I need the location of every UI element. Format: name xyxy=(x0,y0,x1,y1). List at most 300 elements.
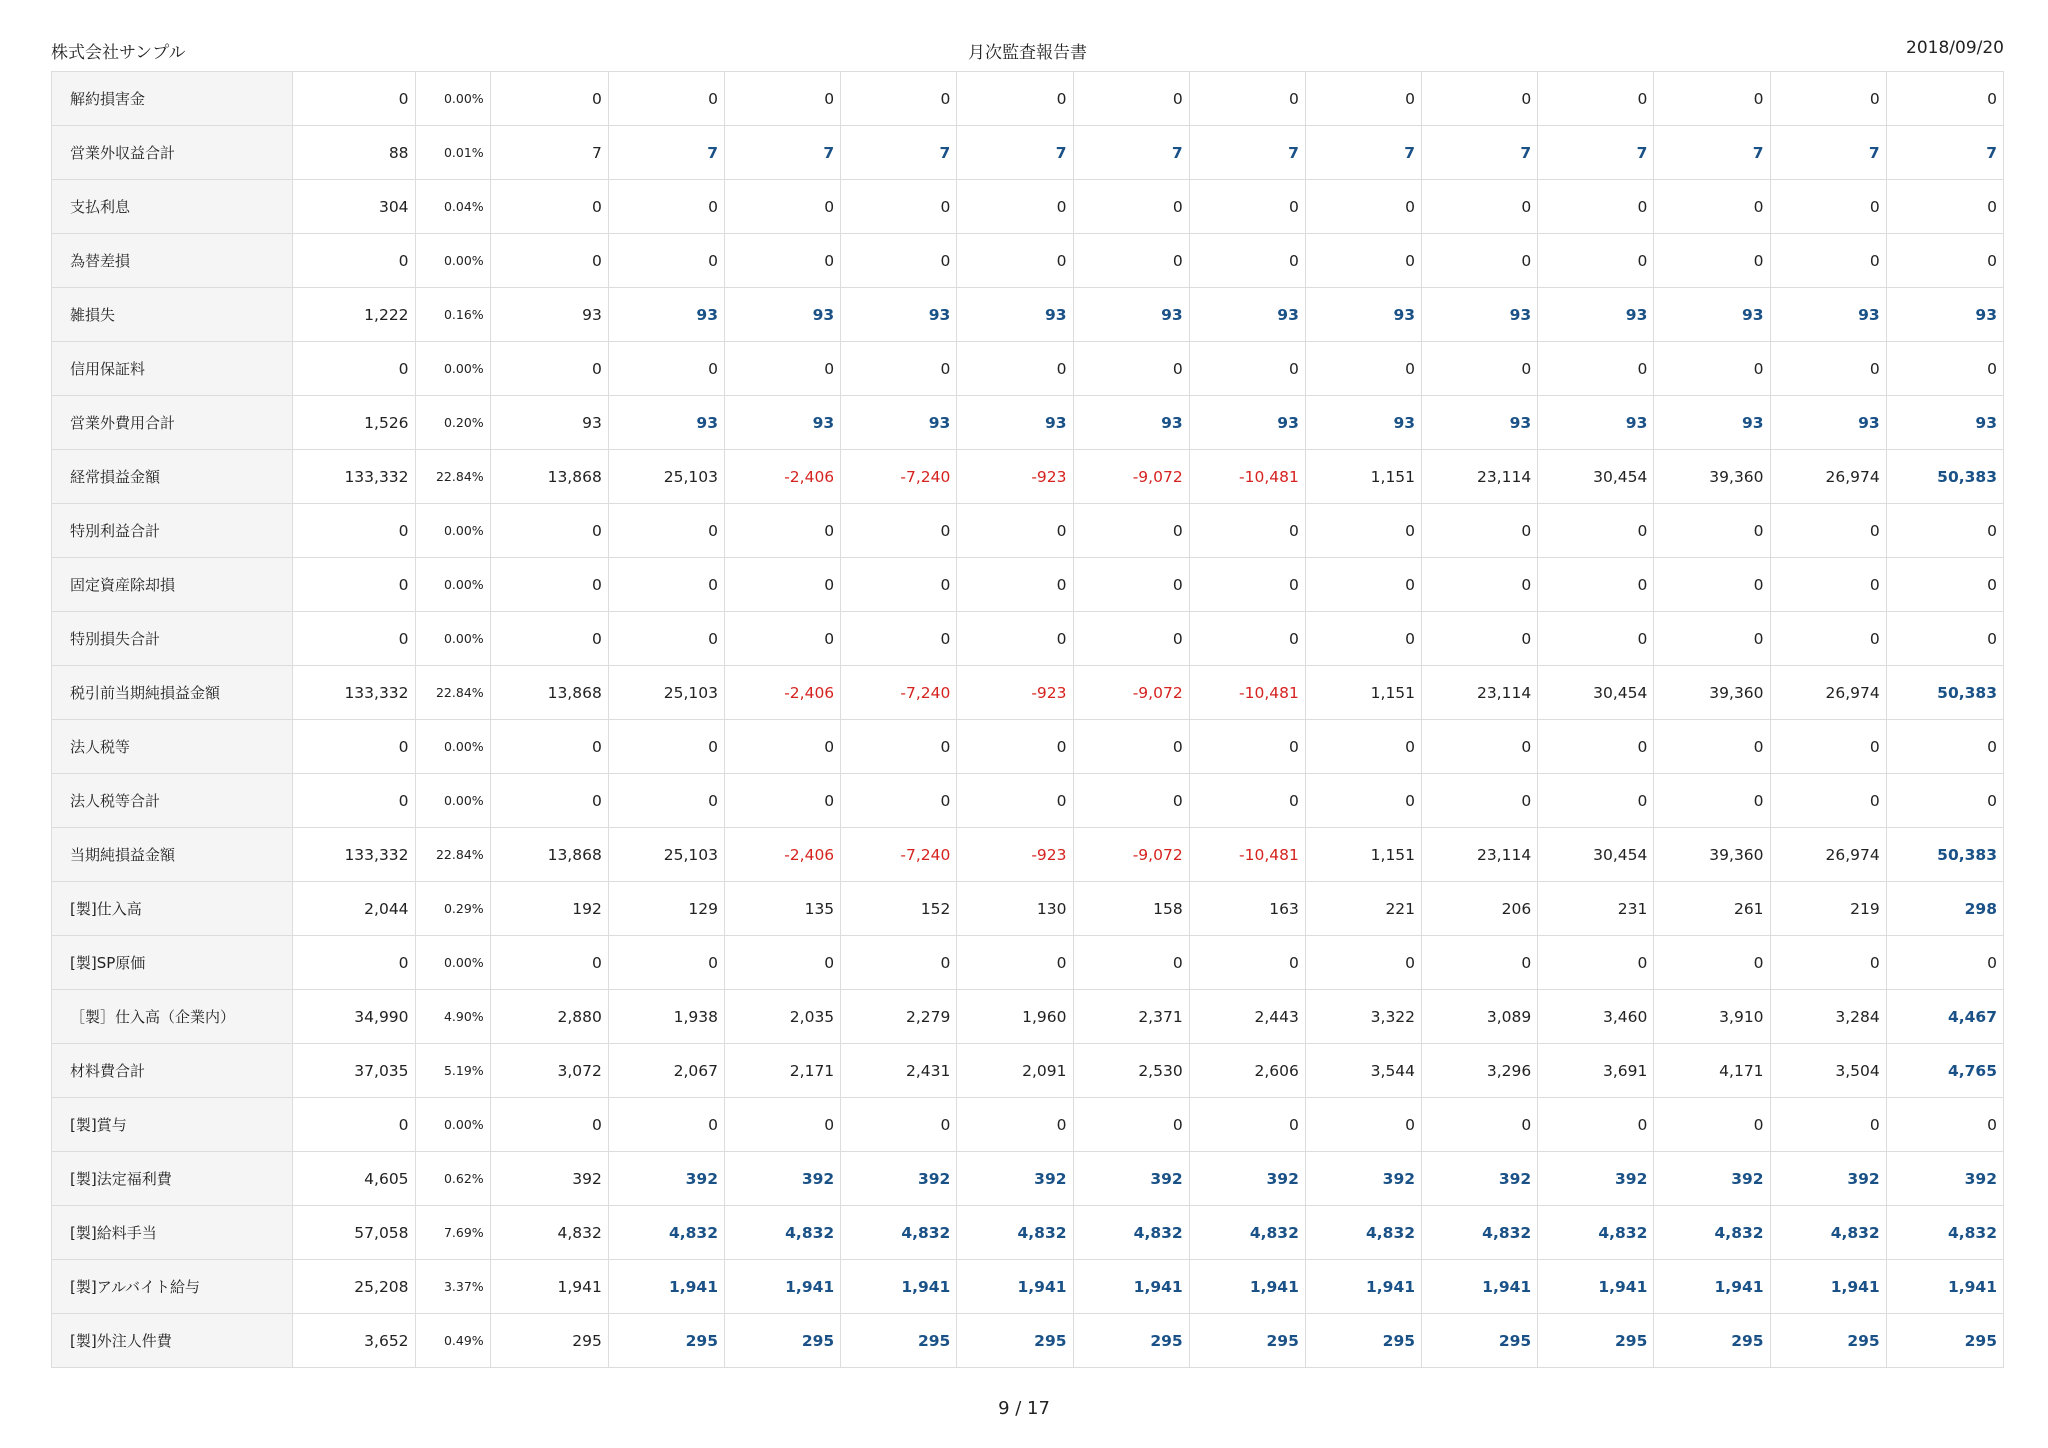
month-value: 93 xyxy=(841,288,957,342)
month-value: 2,171 xyxy=(725,1044,841,1098)
month-value: 93 xyxy=(841,396,957,450)
month-value: 93 xyxy=(725,396,841,450)
month-value: 0 xyxy=(1770,234,1886,288)
month-value: 0 xyxy=(1654,774,1770,828)
month-value: 0 xyxy=(957,720,1073,774)
month-value: 93 xyxy=(1538,288,1654,342)
month-value: 0 xyxy=(1189,234,1305,288)
month-value: -9,072 xyxy=(1073,666,1189,720)
month-value: -2,406 xyxy=(725,666,841,720)
month-value: 93 xyxy=(490,396,608,450)
month-value: 0 xyxy=(1538,612,1654,666)
month-value: 0 xyxy=(841,612,957,666)
row-percent: 7.69% xyxy=(415,1206,490,1260)
row-label: 雑損失 xyxy=(52,288,293,342)
month-value: 0 xyxy=(1073,558,1189,612)
row-label: ［製］仕入高（企業内） xyxy=(52,990,293,1044)
month-value: 0 xyxy=(1189,774,1305,828)
month-value: 7 xyxy=(490,126,608,180)
month-value: 0 xyxy=(1770,720,1886,774)
month-value: 4,832 xyxy=(1886,1206,2003,1260)
table-row xyxy=(52,720,2004,774)
month-value: 0 xyxy=(1189,180,1305,234)
month-value: -7,240 xyxy=(841,450,957,504)
month-value: 4,832 xyxy=(490,1206,608,1260)
row-total: 37,035 xyxy=(293,1044,415,1098)
row-total: 0 xyxy=(293,504,415,558)
month-value: 0 xyxy=(1422,234,1538,288)
month-value: 4,171 xyxy=(1654,1044,1770,1098)
row-label: 特別損失合計 xyxy=(52,612,293,666)
row-percent: 0.16% xyxy=(415,288,490,342)
month-value: 0 xyxy=(957,1098,1073,1152)
report-table xyxy=(51,71,2004,1368)
table-row xyxy=(52,1044,2004,1098)
month-value: -9,072 xyxy=(1073,828,1189,882)
month-value: 0 xyxy=(1305,234,1421,288)
month-value: 0 xyxy=(1422,504,1538,558)
table-row xyxy=(52,612,2004,666)
month-value: 3,322 xyxy=(1305,990,1421,1044)
month-value: 39,360 xyxy=(1654,666,1770,720)
month-value: 1,941 xyxy=(1189,1260,1305,1314)
month-value: 0 xyxy=(1886,774,2003,828)
row-total: 0 xyxy=(293,342,415,396)
month-value: 93 xyxy=(1305,288,1421,342)
month-value: 1,941 xyxy=(841,1260,957,1314)
month-value: 4,832 xyxy=(1189,1206,1305,1260)
row-label: 信用保証料 xyxy=(52,342,293,396)
month-value: 2,431 xyxy=(841,1044,957,1098)
month-value: 295 xyxy=(490,1314,608,1368)
month-value: 0 xyxy=(608,774,724,828)
month-value: 0 xyxy=(1654,558,1770,612)
month-value: -923 xyxy=(957,828,1073,882)
month-value: 0 xyxy=(841,72,957,126)
month-value: 0 xyxy=(1770,612,1886,666)
month-value: 0 xyxy=(490,558,608,612)
month-value: 0 xyxy=(490,774,608,828)
month-value: 0 xyxy=(1654,612,1770,666)
month-value: 0 xyxy=(1886,558,2003,612)
month-value: 392 xyxy=(1305,1152,1421,1206)
month-value: 0 xyxy=(1189,72,1305,126)
month-value: 0 xyxy=(1538,720,1654,774)
month-value: 26,974 xyxy=(1770,666,1886,720)
month-value: 1,941 xyxy=(1305,1260,1421,1314)
month-value: 0 xyxy=(608,342,724,396)
month-value: 1,941 xyxy=(1886,1260,2003,1314)
table-row xyxy=(52,288,2004,342)
month-value: 0 xyxy=(1770,774,1886,828)
row-total: 133,332 xyxy=(293,666,415,720)
table-row xyxy=(52,828,2004,882)
month-value: 2,880 xyxy=(490,990,608,1044)
month-value: 2,530 xyxy=(1073,1044,1189,1098)
month-value: 0 xyxy=(957,342,1073,396)
row-percent: 3.37% xyxy=(415,1260,490,1314)
row-total: 88 xyxy=(293,126,415,180)
month-value: 93 xyxy=(1654,288,1770,342)
month-value: 0 xyxy=(1305,612,1421,666)
table-row xyxy=(52,774,2004,828)
month-value: 4,832 xyxy=(1305,1206,1421,1260)
month-value: 1,941 xyxy=(490,1260,608,1314)
month-value: 2,279 xyxy=(841,990,957,1044)
month-value: 0 xyxy=(725,180,841,234)
row-total: 0 xyxy=(293,558,415,612)
month-value: 7 xyxy=(1305,126,1421,180)
month-value: 295 xyxy=(841,1314,957,1368)
month-value: 2,067 xyxy=(608,1044,724,1098)
table-row xyxy=(52,72,2004,126)
month-value: 0 xyxy=(1886,342,2003,396)
month-value: 0 xyxy=(725,612,841,666)
report-body xyxy=(52,72,2004,1368)
month-value: 0 xyxy=(490,342,608,396)
month-value: 0 xyxy=(841,936,957,990)
month-value: 4,832 xyxy=(1538,1206,1654,1260)
month-value: 0 xyxy=(1422,558,1538,612)
row-label: 材料費合計 xyxy=(52,1044,293,1098)
month-value: 0 xyxy=(841,774,957,828)
row-label: 法人税等 xyxy=(52,720,293,774)
month-value: 295 xyxy=(725,1314,841,1368)
month-value: 0 xyxy=(1538,1098,1654,1152)
month-value: 93 xyxy=(1422,288,1538,342)
row-percent: 0.00% xyxy=(415,342,490,396)
row-percent: 5.19% xyxy=(415,1044,490,1098)
month-value: 7 xyxy=(608,126,724,180)
month-value: 93 xyxy=(1189,396,1305,450)
table-row xyxy=(52,504,2004,558)
month-value: 3,296 xyxy=(1422,1044,1538,1098)
month-value: 295 xyxy=(1654,1314,1770,1368)
month-value: 0 xyxy=(490,234,608,288)
month-value: -10,481 xyxy=(1189,450,1305,504)
month-value: 0 xyxy=(1538,72,1654,126)
month-value: 0 xyxy=(1770,72,1886,126)
month-value: 0 xyxy=(608,612,724,666)
month-value: 23,114 xyxy=(1422,828,1538,882)
row-total: 133,332 xyxy=(293,828,415,882)
row-percent: 0.00% xyxy=(415,720,490,774)
table-row xyxy=(52,396,2004,450)
company-name: 株式会社サンプル xyxy=(51,43,186,63)
month-value: 0 xyxy=(1886,72,2003,126)
month-value: 392 xyxy=(608,1152,724,1206)
month-value: 0 xyxy=(1305,72,1421,126)
month-value: 4,832 xyxy=(841,1206,957,1260)
month-value: 0 xyxy=(957,504,1073,558)
month-value: 0 xyxy=(1538,936,1654,990)
month-value: 0 xyxy=(725,504,841,558)
row-total: 0 xyxy=(293,72,415,126)
table-row xyxy=(52,1206,2004,1260)
row-percent: 0.00% xyxy=(415,612,490,666)
month-value: 0 xyxy=(490,504,608,558)
month-value: -9,072 xyxy=(1073,450,1189,504)
month-value: -7,240 xyxy=(841,828,957,882)
month-value: 0 xyxy=(841,558,957,612)
month-value: 26,974 xyxy=(1770,450,1886,504)
row-label: 法人税等合計 xyxy=(52,774,293,828)
month-value: 50,383 xyxy=(1886,450,2003,504)
month-value: 0 xyxy=(490,1098,608,1152)
month-value: 392 xyxy=(1422,1152,1538,1206)
month-value: 4,832 xyxy=(608,1206,724,1260)
month-value: 7 xyxy=(1770,126,1886,180)
month-value: 50,383 xyxy=(1886,828,2003,882)
month-value: 0 xyxy=(1654,720,1770,774)
row-label: [製]賞与 xyxy=(52,1098,293,1152)
month-value: 0 xyxy=(1770,936,1886,990)
month-value: 0 xyxy=(957,180,1073,234)
month-value: 30,454 xyxy=(1538,828,1654,882)
table-row xyxy=(52,1152,2004,1206)
month-value: 0 xyxy=(1654,342,1770,396)
month-value: -7,240 xyxy=(841,666,957,720)
month-value: 0 xyxy=(1654,234,1770,288)
month-value: 93 xyxy=(1886,288,2003,342)
month-value: 0 xyxy=(1305,180,1421,234)
month-value: 0 xyxy=(1654,180,1770,234)
month-value: 0 xyxy=(608,1098,724,1152)
month-value: 3,691 xyxy=(1538,1044,1654,1098)
month-value: 23,114 xyxy=(1422,666,1538,720)
month-value: 1,960 xyxy=(957,990,1073,1044)
row-total: 0 xyxy=(293,1098,415,1152)
month-value: 392 xyxy=(1189,1152,1305,1206)
month-value: 0 xyxy=(1654,72,1770,126)
month-value: 93 xyxy=(1073,288,1189,342)
month-value: 0 xyxy=(1886,720,2003,774)
month-value: 0 xyxy=(1305,720,1421,774)
month-value: 163 xyxy=(1189,882,1305,936)
month-value: 93 xyxy=(1305,396,1421,450)
month-value: 129 xyxy=(608,882,724,936)
row-total: 1,222 xyxy=(293,288,415,342)
month-value: 0 xyxy=(1422,1098,1538,1152)
month-value: 93 xyxy=(957,288,1073,342)
month-value: 0 xyxy=(1305,558,1421,612)
month-value: 1,941 xyxy=(1073,1260,1189,1314)
row-total: 57,058 xyxy=(293,1206,415,1260)
month-value: 1,941 xyxy=(957,1260,1073,1314)
month-value: -10,481 xyxy=(1189,666,1305,720)
month-value: 3,910 xyxy=(1654,990,1770,1044)
month-value: 0 xyxy=(725,936,841,990)
table-row xyxy=(52,666,2004,720)
month-value: 295 xyxy=(1886,1314,2003,1368)
month-value: 0 xyxy=(1189,342,1305,396)
month-value: 295 xyxy=(1189,1314,1305,1368)
month-value: 7 xyxy=(1189,126,1305,180)
month-value: 295 xyxy=(1770,1314,1886,1368)
month-value: 0 xyxy=(1886,936,2003,990)
row-label: 支払利息 xyxy=(52,180,293,234)
month-value: 0 xyxy=(1654,936,1770,990)
month-value: -923 xyxy=(957,666,1073,720)
table-row xyxy=(52,936,2004,990)
table-row xyxy=(52,882,2004,936)
row-percent: 4.90% xyxy=(415,990,490,1044)
row-total: 2,044 xyxy=(293,882,415,936)
month-value: 0 xyxy=(608,936,724,990)
month-value: 93 xyxy=(725,288,841,342)
month-value: 0 xyxy=(957,72,1073,126)
month-value: 0 xyxy=(725,774,841,828)
month-value: 7 xyxy=(841,126,957,180)
month-value: 0 xyxy=(957,774,1073,828)
month-value: 0 xyxy=(1073,72,1189,126)
month-value: 0 xyxy=(1305,1098,1421,1152)
month-value: 25,103 xyxy=(608,828,724,882)
month-value: 30,454 xyxy=(1538,450,1654,504)
month-value: 152 xyxy=(841,882,957,936)
month-value: 13,868 xyxy=(490,450,608,504)
row-total: 3,652 xyxy=(293,1314,415,1368)
month-value: 4,832 xyxy=(1422,1206,1538,1260)
month-value: 7 xyxy=(1538,126,1654,180)
month-value: 295 xyxy=(1073,1314,1189,1368)
row-percent: 0.00% xyxy=(415,504,490,558)
month-value: 13,868 xyxy=(490,666,608,720)
row-total: 25,208 xyxy=(293,1260,415,1314)
month-value: 0 xyxy=(1189,720,1305,774)
row-label: 当期純損益金額 xyxy=(52,828,293,882)
table-row xyxy=(52,234,2004,288)
month-value: 0 xyxy=(1886,504,2003,558)
month-value: 298 xyxy=(1886,882,2003,936)
month-value: 39,360 xyxy=(1654,828,1770,882)
month-value: 2,371 xyxy=(1073,990,1189,1044)
month-value: 93 xyxy=(1770,396,1886,450)
month-value: 7 xyxy=(1886,126,2003,180)
month-value: 93 xyxy=(1073,396,1189,450)
month-value: 1,941 xyxy=(1770,1260,1886,1314)
month-value: 0 xyxy=(1770,1098,1886,1152)
month-value: 0 xyxy=(1073,504,1189,558)
row-total: 0 xyxy=(293,234,415,288)
month-value: 0 xyxy=(1073,180,1189,234)
month-value: 0 xyxy=(725,558,841,612)
month-value: 0 xyxy=(1886,180,2003,234)
month-value: 7 xyxy=(1422,126,1538,180)
month-value: 392 xyxy=(1886,1152,2003,1206)
row-label: 固定資産除却損 xyxy=(52,558,293,612)
month-value: 26,974 xyxy=(1770,828,1886,882)
month-value: 30,454 xyxy=(1538,666,1654,720)
month-value: 3,544 xyxy=(1305,1044,1421,1098)
row-percent: 0.04% xyxy=(415,180,490,234)
month-value: 4,832 xyxy=(957,1206,1073,1260)
row-total: 133,332 xyxy=(293,450,415,504)
row-label: [製]仕入高 xyxy=(52,882,293,936)
month-value: 0 xyxy=(1422,72,1538,126)
month-value: 0 xyxy=(1538,342,1654,396)
month-value: 0 xyxy=(1770,342,1886,396)
month-value: 0 xyxy=(1073,1098,1189,1152)
row-label: 解約損害金 xyxy=(52,72,293,126)
month-value: 392 xyxy=(490,1152,608,1206)
month-value: 0 xyxy=(608,504,724,558)
page-number: 9 / 17 xyxy=(998,1398,1050,1419)
row-total: 304 xyxy=(293,180,415,234)
row-percent: 22.84% xyxy=(415,450,490,504)
month-value: 0 xyxy=(490,612,608,666)
row-label: 営業外費用合計 xyxy=(52,396,293,450)
table-row xyxy=(52,126,2004,180)
month-value: 7 xyxy=(725,126,841,180)
month-value: 0 xyxy=(1422,342,1538,396)
month-value: 0 xyxy=(608,234,724,288)
table-row xyxy=(52,1098,2004,1152)
row-percent: 22.84% xyxy=(415,828,490,882)
row-percent: 0.01% xyxy=(415,126,490,180)
month-value: 1,941 xyxy=(1654,1260,1770,1314)
month-value: 295 xyxy=(957,1314,1073,1368)
month-value: 7 xyxy=(1654,126,1770,180)
month-value: 3,460 xyxy=(1538,990,1654,1044)
month-value: 392 xyxy=(1654,1152,1770,1206)
month-value: 0 xyxy=(608,180,724,234)
month-value: 0 xyxy=(841,234,957,288)
month-value: 295 xyxy=(1538,1314,1654,1368)
month-value: 25,103 xyxy=(608,450,724,504)
month-value: -2,406 xyxy=(725,828,841,882)
month-value: 192 xyxy=(490,882,608,936)
month-value: 0 xyxy=(841,180,957,234)
month-value: 2,091 xyxy=(957,1044,1073,1098)
month-value: 135 xyxy=(725,882,841,936)
row-total: 0 xyxy=(293,774,415,828)
month-value: 0 xyxy=(490,720,608,774)
month-value: 0 xyxy=(957,234,1073,288)
month-value: 0 xyxy=(1305,342,1421,396)
month-value: 261 xyxy=(1654,882,1770,936)
month-value: 0 xyxy=(1422,774,1538,828)
month-value: 13,868 xyxy=(490,828,608,882)
month-value: 0 xyxy=(1305,504,1421,558)
month-value: 7 xyxy=(1073,126,1189,180)
month-value: 0 xyxy=(490,936,608,990)
row-total: 0 xyxy=(293,720,415,774)
month-value: 0 xyxy=(608,72,724,126)
row-label: 為替差損 xyxy=(52,234,293,288)
month-value: 3,072 xyxy=(490,1044,608,1098)
row-percent: 0.00% xyxy=(415,1098,490,1152)
month-value: 93 xyxy=(608,288,724,342)
month-value: 93 xyxy=(957,396,1073,450)
month-value: 0 xyxy=(1305,936,1421,990)
month-value: 231 xyxy=(1538,882,1654,936)
month-value: 2,606 xyxy=(1189,1044,1305,1098)
month-value: 25,103 xyxy=(608,666,724,720)
month-value: 0 xyxy=(1422,936,1538,990)
month-value: 1,938 xyxy=(608,990,724,1044)
month-value: 0 xyxy=(1422,612,1538,666)
month-value: -10,481 xyxy=(1189,828,1305,882)
table-row xyxy=(52,450,2004,504)
month-value: 219 xyxy=(1770,882,1886,936)
row-label: [製]アルバイト給与 xyxy=(52,1260,293,1314)
month-value: 392 xyxy=(1770,1152,1886,1206)
report-title: 月次監査報告書 xyxy=(968,43,1087,63)
month-value: 0 xyxy=(1538,180,1654,234)
month-value: 0 xyxy=(1189,504,1305,558)
month-value: 0 xyxy=(1538,504,1654,558)
